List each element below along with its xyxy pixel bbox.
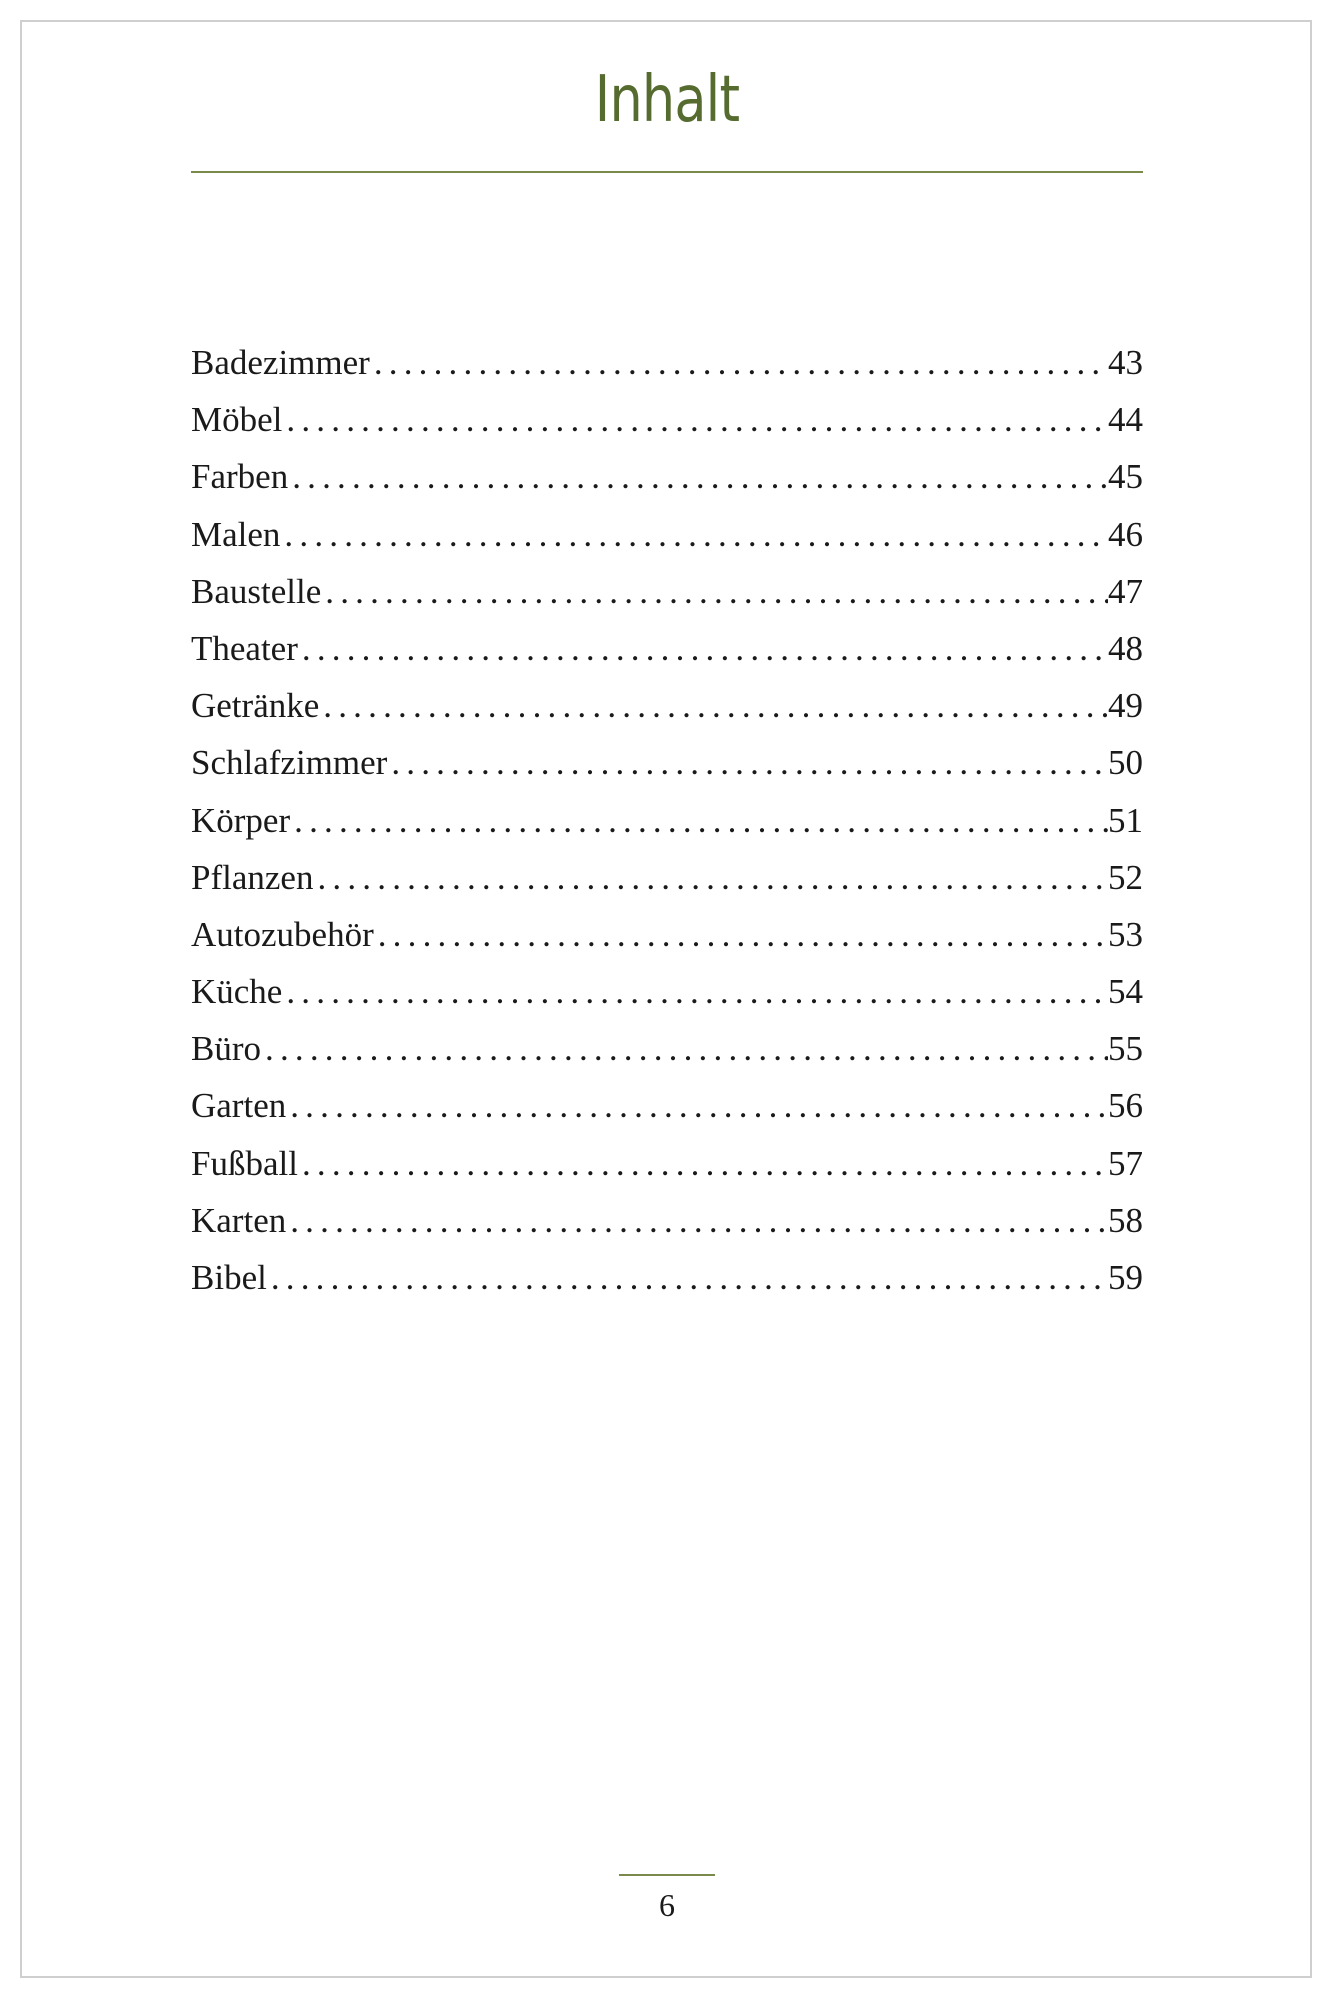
toc-entry-page: 53	[1108, 914, 1143, 954]
toc-entry[interactable]	[191, 734, 1143, 791]
toc-dot-leader	[280, 506, 1108, 563]
page-title: Inhalt	[594, 63, 740, 137]
toc-dot-leader	[313, 849, 1108, 906]
toc-entry-label: Getränke	[191, 686, 320, 726]
toc-entry-page: 55	[1108, 1029, 1143, 1069]
table-of-contents	[191, 334, 1143, 1306]
toc-entry[interactable]	[191, 1249, 1143, 1306]
toc-entry-page: 49	[1108, 686, 1143, 726]
toc-entry-label: Farben	[191, 457, 289, 497]
toc-entry-page: 50	[1108, 743, 1143, 783]
toc-entry-label: Körper	[191, 800, 291, 840]
toc-entry-label: Garten	[191, 1086, 287, 1126]
toc-entry[interactable]	[191, 849, 1143, 906]
toc-entry[interactable]	[191, 1192, 1143, 1249]
toc-entry[interactable]	[191, 563, 1143, 620]
page-number: 6	[659, 1887, 675, 1923]
toc-entry-page: 45	[1108, 457, 1143, 497]
toc-dot-leader	[288, 448, 1108, 505]
toc-entry-label: Möbel	[191, 400, 283, 440]
toc-dot-leader	[261, 1020, 1108, 1077]
footer-divider	[619, 1874, 715, 1876]
toc-entry[interactable]	[191, 906, 1143, 963]
toc-entry-page: 48	[1108, 628, 1143, 668]
toc-dot-leader	[319, 677, 1108, 734]
toc-dot-leader	[374, 906, 1108, 963]
toc-dot-leader	[321, 563, 1108, 620]
toc-entry-label: Baustelle	[191, 571, 322, 611]
toc-entry-label: Badezimmer	[191, 343, 370, 382]
toc-entry-page: 43	[1108, 343, 1143, 382]
toc-entry[interactable]	[191, 334, 1143, 391]
toc-entry[interactable]	[191, 1077, 1143, 1134]
toc-dot-leader	[286, 1192, 1108, 1249]
toc-entry[interactable]	[191, 506, 1143, 563]
toc-entry-label: Küche	[191, 972, 283, 1012]
toc-dot-leader	[298, 620, 1108, 677]
toc-entry[interactable]	[191, 620, 1143, 677]
toc-dot-leader	[282, 963, 1108, 1020]
toc-dot-leader	[282, 391, 1108, 448]
toc-dot-leader	[290, 792, 1108, 849]
toc-entry-label: Pflanzen	[191, 857, 314, 897]
toc-entry-page: 56	[1108, 1086, 1143, 1126]
toc-entry-page: 52	[1108, 857, 1143, 897]
title-divider	[191, 171, 1143, 173]
toc-entry-label: Bibel	[191, 1258, 267, 1297]
toc-entry-label: Fußball	[191, 1143, 298, 1183]
toc-dot-leader	[286, 1077, 1108, 1134]
toc-entry-page: 44	[1108, 400, 1143, 440]
toc-entry-page: 57	[1108, 1143, 1143, 1183]
toc-entry-label: Schlafzimmer	[191, 743, 388, 783]
toc-dot-leader	[298, 1135, 1108, 1192]
toc-dot-leader	[387, 734, 1108, 791]
toc-entry-page: 46	[1108, 514, 1143, 554]
toc-dot-leader	[370, 334, 1108, 391]
toc-entry[interactable]	[191, 1135, 1143, 1192]
toc-entry-page: 59	[1108, 1258, 1143, 1297]
toc-entry-page: 47	[1108, 571, 1143, 611]
toc-entry[interactable]	[191, 963, 1143, 1020]
toc-entry[interactable]	[191, 792, 1143, 849]
toc-entry[interactable]	[191, 677, 1143, 734]
toc-entry-page: 58	[1108, 1200, 1143, 1240]
toc-entry-page: 54	[1108, 972, 1143, 1012]
toc-entry-label: Büro	[191, 1029, 261, 1069]
toc-entry[interactable]	[191, 448, 1143, 505]
toc-entry-label: Autozubehör	[191, 914, 374, 954]
toc-entry-label: Karten	[191, 1200, 287, 1240]
toc-dot-leader	[267, 1249, 1108, 1306]
toc-entry[interactable]	[191, 1020, 1143, 1077]
toc-entry-label: Malen	[191, 514, 281, 554]
toc-entry-page: 51	[1108, 800, 1143, 840]
toc-entry-label: Theater	[191, 628, 298, 668]
toc-entry[interactable]	[191, 391, 1143, 448]
